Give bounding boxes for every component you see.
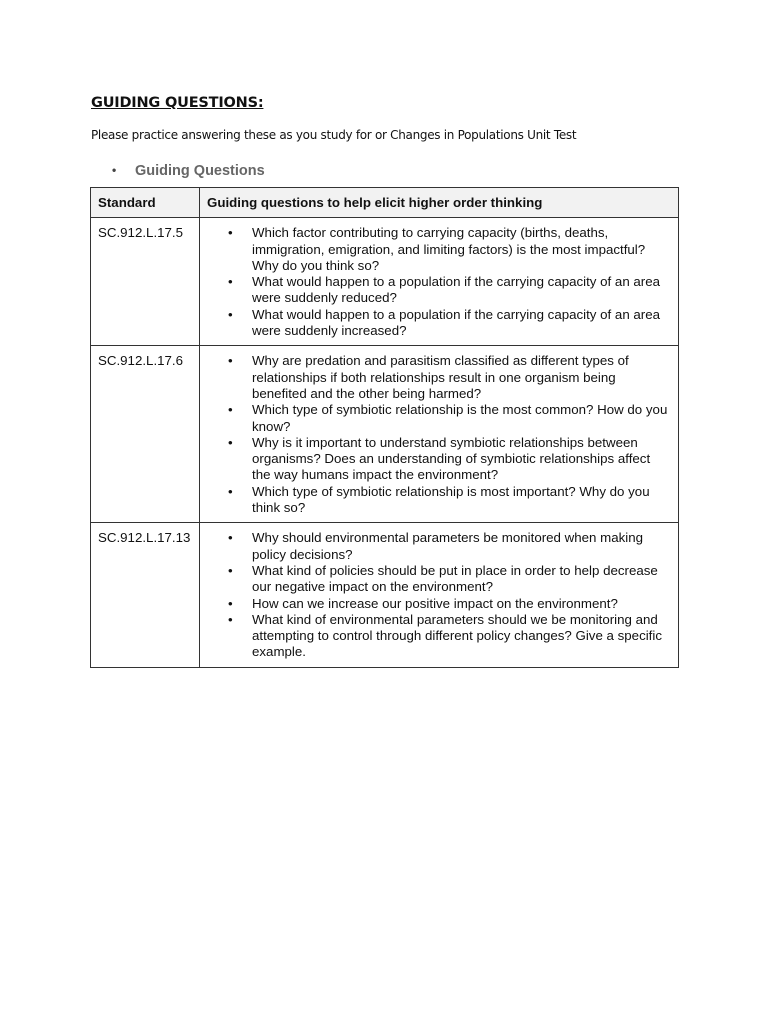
question-item: • Why should environmental parameters be monitored when making policy decisions? — [252, 530, 672, 563]
question-list — [207, 353, 672, 516]
question-item: • Which factor contributing to carrying capacity (births, deaths, immigration, emigration, and limiting factors) is the most impactful? Why do you think so? — [252, 225, 672, 274]
table-row — [91, 523, 679, 667]
question-item: • What kind of policies should be put in place in order to help decrease our negative impact on the environment? — [252, 563, 672, 596]
standard-cell: SC.912.L.17.6 — [91, 346, 200, 523]
question-item: • Why are predation and parasitism classified as different types of relationships if both relationships result in one organism being benefited and the other being harmed? — [252, 353, 672, 402]
question-list — [207, 530, 672, 660]
question-item: • What would happen to a population if the carrying capacity of an area were suddenly increased? — [252, 307, 672, 340]
document-title: GUIDING QUESTIONS: — [91, 95, 264, 111]
table-header-row — [91, 188, 679, 218]
question-item: • Which type of symbiotic relationship is the most common? How do you know? — [252, 402, 672, 435]
question-item: • What kind of environmental parameters should we be monitoring and attempting to control through different policy changes? Give a specific example. — [252, 612, 672, 661]
guiding-questions-table — [90, 187, 679, 668]
section-heading — [112, 163, 265, 179]
questions-cell — [200, 346, 679, 523]
question-item: • Which type of symbiotic relationship is most important? Why do you think so? — [252, 484, 672, 517]
column-header-questions: Guiding questions to help elicit higher order thinking — [200, 188, 679, 218]
standard-cell: SC.912.L.17.5 — [91, 218, 200, 346]
questions-cell — [200, 523, 679, 667]
column-header-standard: Standard — [91, 188, 200, 218]
question-list — [207, 225, 672, 339]
questions-cell — [200, 218, 679, 346]
standard-cell: SC.912.L.17.13 — [91, 523, 200, 667]
table-row — [91, 218, 679, 346]
question-item: • What would happen to a population if the carrying capacity of an area were suddenly reduced? — [252, 274, 672, 307]
section-heading-label: Guiding Questions — [135, 163, 265, 179]
question-item: • Why is it important to understand symbiotic relationships between organisms? Does an understanding of symbiotic relationships affect the way humans impact the environment? — [252, 435, 672, 484]
table-row — [91, 346, 679, 523]
intro-text: Please practice answering these as you study for or Changes in Populations Unit Test — [91, 128, 577, 142]
bullet-icon: • — [112, 163, 117, 177]
question-item: • How can we increase our positive impact on the environment? — [252, 596, 672, 612]
